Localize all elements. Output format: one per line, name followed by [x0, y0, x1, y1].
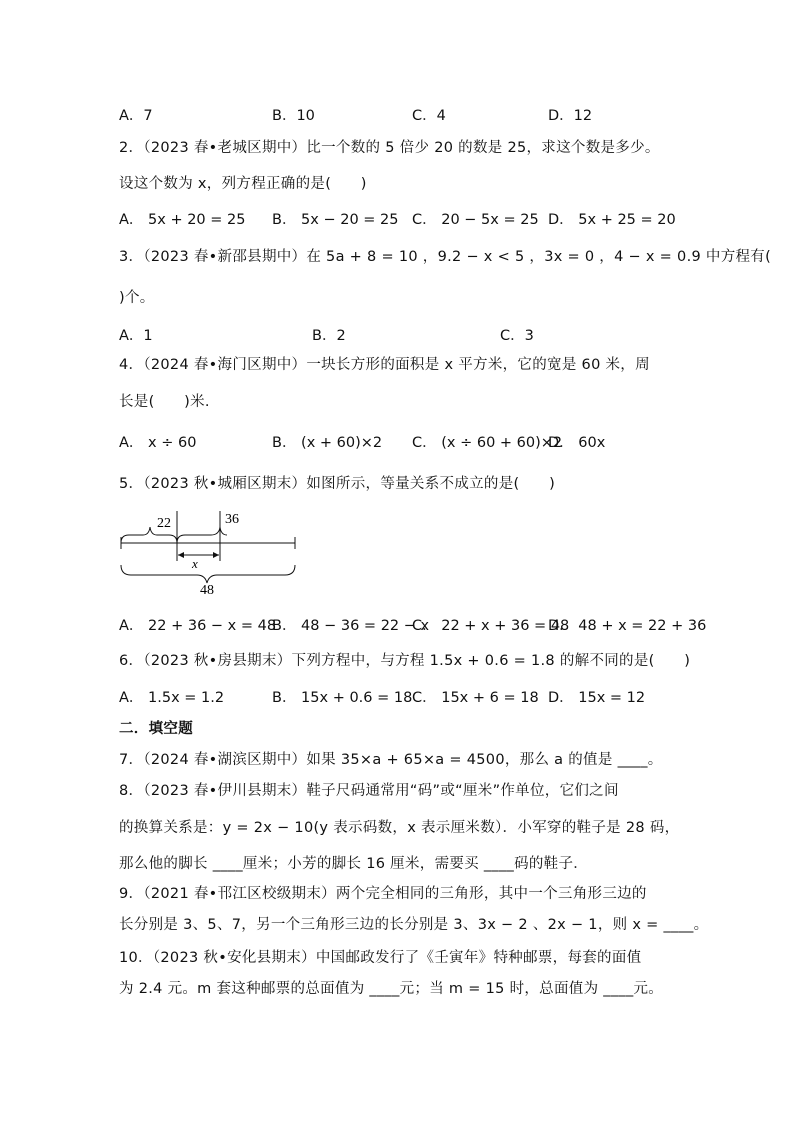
q6-option-d: D． 15x = 12 [548, 690, 646, 706]
q5-option-d: D． 48 + x = 22 + 36 [548, 618, 707, 634]
x-arrow-left-head [178, 552, 184, 558]
q1-option-c: C．4 [412, 108, 446, 124]
label-x: x [192, 556, 198, 571]
q7-stem-line1: 7．（2024 春•湖滨区期中）如果 35×a + 65×a = 4500，那么 a 的值是 ____。 [119, 752, 663, 768]
label-22: 22 [157, 516, 171, 531]
q3-option-c: C．3 [500, 328, 534, 344]
q1-option-a: A．7 [119, 108, 153, 124]
q10-stem-line2: 为 2.4 元。m 套这种邮票的总面值为 ____元；当 m = 15 时，总面值为 ____元。 [119, 981, 664, 997]
q6-stem-line1: 6．（2023 秋•房县期末）下列方程中，与方程 1.5x + 0.6 = 1.8 的解不同的是( ) [119, 653, 691, 669]
q8-stem-line1: 8．（2023 春•伊川县期末）鞋子尺码通常用“码”或“厘米”作单位，它们之间 [119, 783, 619, 799]
q6-option-b: B． 15x + 0.6 = 18 [272, 690, 413, 706]
q5-option-b: B． 48 − 36 = 22 − x [272, 618, 430, 634]
q2-option-b: B． 5x − 20 = 25 [272, 212, 399, 228]
q3-stem-line1: 3．（2023 春•新邵县期中）在 5a + 8 = 10 ，9.2 − x < 5 ，3x = 0 ，4 − x = 0.9 中方程有( [119, 249, 772, 265]
q10-stem-line1: 10．（2023 秋•安化县期末）中国邮政发行了《壬寅年》特种邮票，每套的面值 [119, 950, 642, 966]
q1-option-b: B．10 [272, 108, 315, 124]
section-title-fill-in: 二．填空题 [119, 721, 193, 737]
q2-stem-line2: 设这个数为 x，列方程正确的是( ) [119, 176, 367, 192]
q2-option-d: D． 5x + 25 = 20 [548, 212, 676, 228]
q5-segment-diagram [115, 505, 305, 600]
q3-option-a: A．1 [119, 328, 153, 344]
q4-option-d: D． 60x [548, 435, 606, 451]
q1-option-d: D．12 [548, 108, 593, 124]
q6-option-c: C． 15x + 6 = 18 [412, 690, 539, 706]
q8-stem-line3: 那么他的脚长 ____厘米；小芳的脚长 16 厘米，需要买 ____码的鞋子． [119, 856, 589, 872]
q2-stem-line1: 2．（2023 春•老城区期中）比一个数的 5 倍少 20 的数是 25，求这个数是多少。 [119, 140, 660, 156]
label-48: 48 [200, 583, 214, 598]
brace-48 [121, 565, 295, 583]
q5-stem-line1: 5．（2023 秋•城厢区期末）如图所示，等量关系不成立的是( ) [119, 476, 556, 492]
q6-option-a: A． 1.5x = 1.2 [119, 690, 225, 706]
q5-option-a: A． 22 + 36 − x = 48 [119, 618, 277, 634]
q3-stem-line2: )个。 [119, 290, 155, 306]
q4-option-a: A． x ÷ 60 [119, 435, 197, 451]
q9-stem-line1: 9．（2021 春•邗江区校级期末）两个完全相同的三角形，其中一个三角形三边的 [119, 886, 647, 902]
q2-option-c: C． 20 − 5x = 25 [412, 212, 539, 228]
q3-option-b: B．2 [312, 328, 346, 344]
q4-stem-line2: 长是( )米. [119, 394, 210, 410]
q4-stem-line1: 4．（2024 春•海门区期中）一块长方形的面积是 x 平方米，它的宽是 60 米，周 [119, 357, 650, 373]
q5-option-c: C． 22 + x + 36 = 48 [412, 618, 570, 634]
x-arrow-right-head [213, 552, 219, 558]
q4-option-c: C． (x ÷ 60 + 60)×2 [412, 435, 563, 451]
q8-stem-line2: 的换算关系是：y = 2x − 10(y 表示码数，x 表示厘米数）．小军穿的鞋子是 28 码， [119, 820, 680, 836]
q9-stem-line2: 长分别是 3、5、7，另一个三角形三边的长分别是 3、3x − 2 、2x − 1，则 x = ____。 [119, 917, 709, 933]
q4-option-b: B． (x + 60)×2 [272, 435, 383, 451]
q2-option-a: A． 5x + 20 = 25 [119, 212, 246, 228]
label-36: 36 [225, 512, 239, 527]
